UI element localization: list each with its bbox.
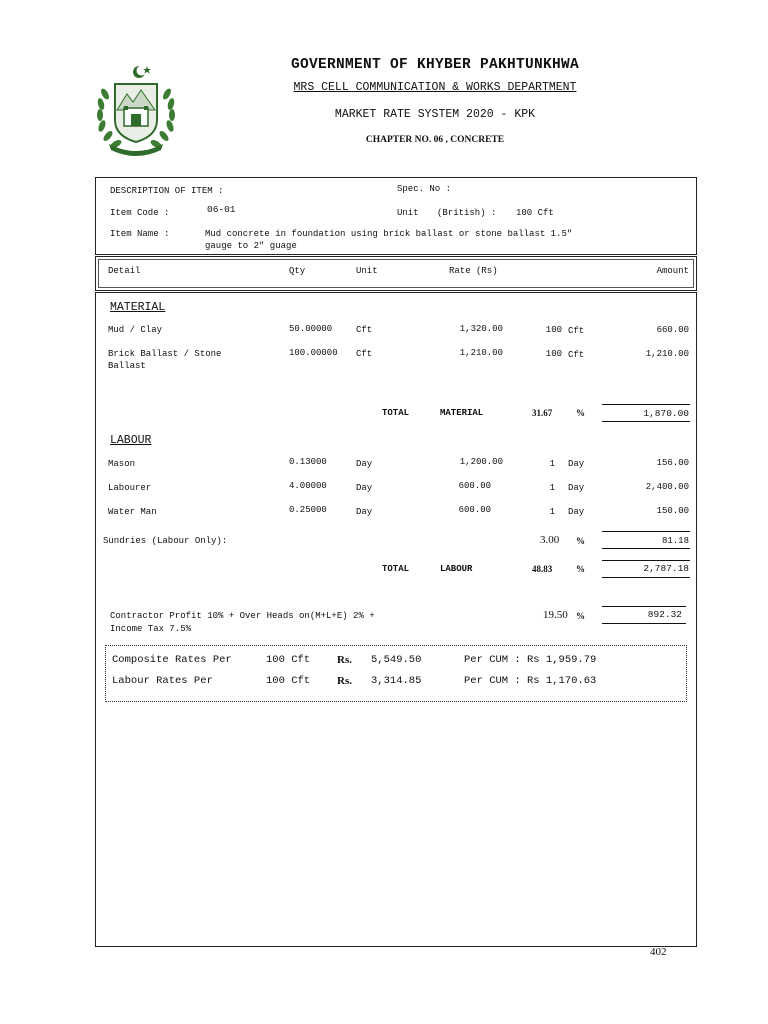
material-total-label: TOTAL <box>382 408 410 418</box>
contractor-percent: 19.50 <box>543 609 568 621</box>
department-title: MRS CELL COMMUNICATION & WORKS DEPARTMENT <box>293 81 577 94</box>
labour-heading: LABOUR <box>110 434 152 447</box>
labour-total-amount: 2,787.18 <box>643 563 689 574</box>
material-row-per-qty: 100 <box>545 349 562 359</box>
item-name-line2: gauge to 2" guage <box>205 241 297 251</box>
contractor-profit-line1: Contractor Profit 10% + Over Heads on(M+L+E) 2% + <box>110 611 375 621</box>
labour-row-rate: 1,200.00 <box>459 457 503 467</box>
labour-row-unit: Day <box>356 483 373 493</box>
page-number: 402 <box>650 946 667 958</box>
contractor-percent-sign: % <box>576 611 585 621</box>
spec-no-label: Spec. No : <box>397 184 452 194</box>
labour-row-rate: 600.00 <box>458 505 491 515</box>
labour-row-amount: 156.00 <box>656 458 689 468</box>
labour-total-label: TOTAL <box>382 564 410 574</box>
sundries-amount: 81.18 <box>661 536 689 546</box>
labour-row-unit: Day <box>356 459 373 469</box>
column-qty: Qty <box>289 266 306 276</box>
item-code-value: 06-01 <box>207 204 236 215</box>
labour-row-per-unit: Day <box>568 483 585 493</box>
labour-row-per-unit: Day <box>568 459 585 469</box>
labour-row-per-qty: 1 <box>549 507 555 517</box>
material-row-rate: 1,320.00 <box>459 324 503 334</box>
item-name-label: Item Name : <box>110 229 170 239</box>
government-title: GOVERNMENT OF KHYBER PAKHTUNKHWA <box>290 57 580 73</box>
material-row-per-unit: Cft <box>568 326 585 336</box>
column-amount: Amount <box>656 266 689 276</box>
labour-total-bottom-rule <box>602 577 690 578</box>
column-detail: Detail <box>108 266 141 276</box>
material-total-amount: 1,870.00 <box>643 408 689 419</box>
labour-rate-label: Labour Rates Per <box>112 675 213 687</box>
composite-rate-unit: 100 Cft <box>266 654 311 666</box>
labour-total-percent: 48.83 <box>532 564 553 574</box>
labour-row-per-unit: Day <box>568 507 585 517</box>
contractor-amount: 892.32 <box>647 609 682 620</box>
unit-system: (British) : <box>437 208 497 218</box>
material-row-unit: Cft <box>356 349 373 359</box>
material-row-detail: Mud / Clay <box>108 325 163 335</box>
labour-rate-value: 3,314.85 <box>371 675 422 687</box>
labour-row-per-qty: 1 <box>549 459 555 469</box>
material-row-detail: Brick Ballast / Stone <box>108 349 222 359</box>
labour-row-unit: Day <box>356 507 373 517</box>
labour-row-amount: 150.00 <box>656 506 689 516</box>
material-row-qty: 50.00000 <box>289 324 333 334</box>
item-code-label: Item Code : <box>110 208 170 218</box>
composite-per-cum: Per CUM : Rs 1,959.79 <box>464 654 597 666</box>
material-total-bottom-rule <box>602 421 690 422</box>
column-rate: Rate (Rs) <box>449 266 498 276</box>
labour-rate-unit: 100 Cft <box>266 675 311 687</box>
sundries-top-rule <box>602 531 690 532</box>
column-unit: Unit <box>356 266 378 276</box>
composite-rate-label: Composite Rates Per <box>112 654 232 666</box>
material-row-amount: 660.00 <box>656 325 689 335</box>
material-total-name: MATERIAL <box>440 408 484 418</box>
material-row-per-unit: Cft <box>568 350 585 360</box>
labour-per-cum: Per CUM : Rs 1,170.63 <box>464 675 597 687</box>
labour-row-qty: 4.00000 <box>289 481 327 491</box>
material-row-amount: 1,210.00 <box>645 349 689 359</box>
labour-row-detail: Mason <box>108 459 136 469</box>
labour-total-name: LABOUR <box>440 564 473 574</box>
composite-currency: Rs. <box>337 654 352 666</box>
labour-row-per-qty: 1 <box>549 483 555 493</box>
description-label: DESCRIPTION OF ITEM : <box>110 186 224 196</box>
material-row-per-qty: 100 <box>545 325 562 335</box>
material-total-top-rule <box>602 404 690 405</box>
system-title: MARKET RATE SYSTEM 2020 - KPK <box>334 108 536 121</box>
sundries-percent-sign: % <box>576 536 585 546</box>
sundries-label: Sundries (Labour Only): <box>103 536 228 546</box>
unit-label: Unit <box>397 208 419 218</box>
contractor-bottom-rule <box>602 623 686 624</box>
chapter-title: CHAPTER NO. 06 , CONCRETE <box>365 135 505 145</box>
composite-rate-value: 5,549.50 <box>371 654 422 666</box>
material-total-percent: 31.67 <box>532 408 553 418</box>
item-name-line1: Mud concrete in foundation using brick ballast or stone ballast 1.5" <box>205 229 573 239</box>
kp-government-emblem-icon <box>95 62 177 158</box>
contractor-profit-line2: Income Tax 7.5% <box>110 624 192 634</box>
material-row-detail-line2: Ballast <box>108 361 146 371</box>
unit-value: 100 Cft <box>516 208 554 218</box>
labour-row-detail: Water Man <box>108 507 157 517</box>
labour-percent-sign: % <box>576 564 585 574</box>
contractor-top-rule <box>602 606 686 607</box>
labour-row-qty: 0.25000 <box>289 505 327 515</box>
sundries-percent: 3.00 <box>540 534 560 546</box>
material-percent-sign: % <box>576 408 585 418</box>
labour-row-rate: 600.00 <box>458 481 491 491</box>
material-row-rate: 1,210.00 <box>459 348 503 358</box>
labour-row-amount: 2,400.00 <box>645 482 689 492</box>
sundries-bottom-rule <box>602 548 690 549</box>
material-row-qty: 100.00000 <box>289 348 338 358</box>
labour-row-detail: Labourer <box>108 483 152 493</box>
material-heading: MATERIAL <box>110 301 166 314</box>
labour-row-qty: 0.13000 <box>289 457 327 467</box>
labour-currency: Rs. <box>337 675 352 687</box>
labour-total-top-rule <box>602 560 690 561</box>
material-row-unit: Cft <box>356 325 373 335</box>
